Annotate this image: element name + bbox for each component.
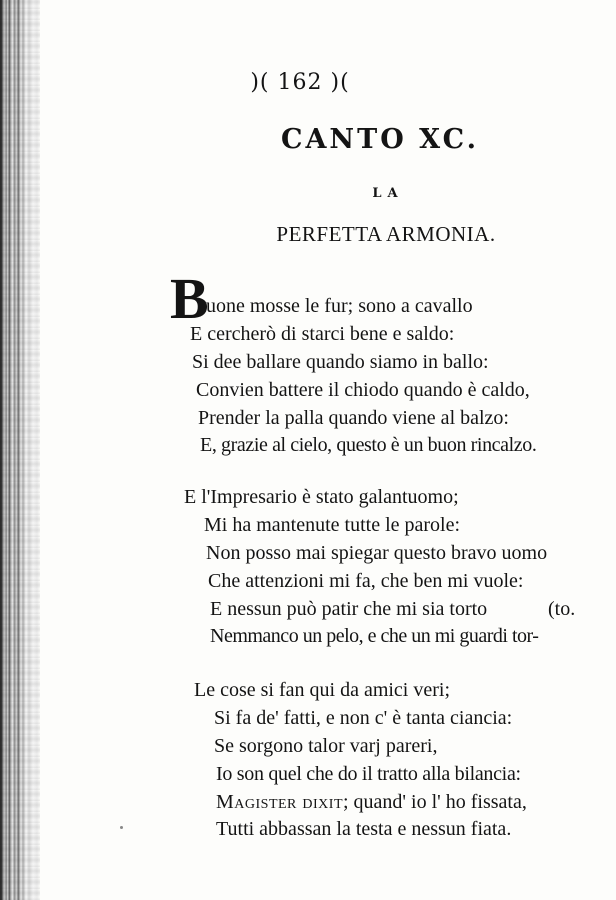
verse-line: Si dee ballare quando siamo in ballo:: [192, 351, 489, 373]
canto-heading: CANTO XC.: [280, 124, 480, 155]
latin-phrase: Magister dixit: [216, 791, 343, 813]
verse-line: E nessun può patir che mi sia torto: [210, 598, 488, 620]
paper-speck: [120, 826, 123, 829]
verse-line: uone mosse le fur; sono a cavallo: [206, 295, 473, 317]
verse-line-rest: ; quand' io l' ho fissata,: [343, 791, 527, 813]
verse-line: Non posso mai spiegar questo bravo uomo: [206, 542, 548, 564]
verse-line: E cercherò di starci bene e saldo:: [190, 323, 455, 345]
verse-line: Se sorgono talor varj pareri,: [214, 735, 438, 757]
verse-line: Tutti abbassan la testa e nessun fiata.: [216, 818, 512, 840]
verse-line: Prender la palla quando viene al balzo:: [198, 407, 509, 429]
drop-cap: B: [170, 266, 209, 331]
article-heading: LA: [372, 186, 404, 201]
verse-overflow: (to.: [548, 598, 576, 620]
verse-line: E l'Impresario è stato galantuomo;: [184, 486, 459, 508]
page-number: )( 162 )(: [250, 70, 350, 95]
verse-line: Le cose si fan qui da amici veri;: [194, 679, 451, 701]
poem-title: PERFETTA ARMONIA.: [276, 222, 496, 246]
verse-line: Convien battere il chiodo quando è caldo,: [196, 379, 530, 401]
verse-line: [216, 788, 527, 816]
verse-line: Mi ha mantenute tutte le parole:: [204, 514, 461, 536]
verse-line: Nemmanco un pelo, e che un mi guardi tor-: [210, 625, 539, 647]
book-binding: [0, 0, 40, 900]
verse-line: Che attenzioni mi fa, che ben mi vuole:: [208, 570, 524, 592]
verse-line: E, grazie al cielo, questo è un buon rincalzo.: [200, 434, 537, 456]
verse-line: Si fa de' fatti, e non c' è tanta ciancia:: [214, 707, 513, 729]
verse-line: Io son quel che do il tratto alla bilancia:: [216, 763, 521, 785]
